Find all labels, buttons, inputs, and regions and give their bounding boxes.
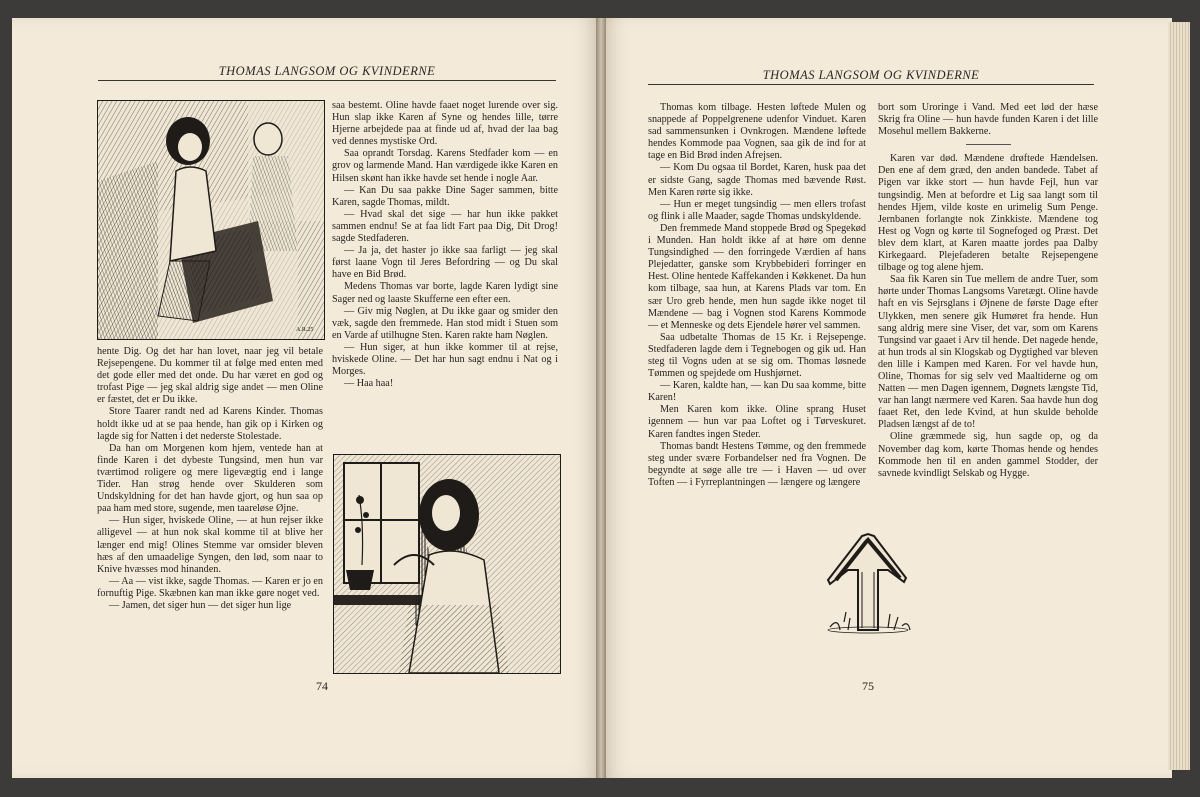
paragraph: — Kan Du saa pakke Dine Sager sammen, bitte Karen, sagde Thomas, mildt. — [332, 184, 558, 208]
paragraph: — Hun er meget tungsindig — men ellers trofast og flink i alle Maader, sagde Thomas undskyldende. — [648, 198, 866, 222]
paragraph: Saa oprandt Torsdag. Karens Stedfader kom — en grov og larmende Mand. Han værdigede ikke Karen en Hilsen skønt han ikke havde set hende i nogle Aar. — [332, 148, 558, 184]
paragraph: Den fremmede Mand stoppede Brød og Spegekød i Munden. Han holdt ikke af at høre om denne Tungsindighed — den forringede Værdien af hans Plejedatter, ganske som Krybbebideri forringer en Hest. Oline hentede Kaffekanden i Køkkenet. Da hun kom tilbage, saa hun, at Karens Plads var tom. En sær Uro greb hende, men hun sagde ikke noget til Mændene — bag i Vognen stod Karens Kommode — et Menneske og dets Ejendele hører vel sammen. — [648, 222, 866, 331]
paragraph: — Hvad skal det sige — har hun ikke pakket sammen endnu! Se at faa lidt Fart paa Dig, Dit Drog! sagde Stedfaderen. — [332, 208, 558, 245]
header-rule-left — [98, 80, 556, 81]
paragraph: — Jamen, det siger hun — det siger hun lige — [109, 599, 292, 611]
paragraph: Oline græmmede sig, hun sagde op, og da November dag kom, kørte Thomas hende og hendes Kommode hen til en anden gammel Stodder, der savnede kvindligt Selskab og Hygge. — [878, 431, 1098, 479]
book-gutter — [596, 18, 606, 778]
page-number-75: 75 — [862, 679, 874, 693]
paragraph: Karen var død. Mændene drøftede Hændelsen. Den ene af dem græd, den anden bandede. Tabet af Pigen var ikke stort — hun havde Fejl, hun var tungsindig. Men at befordre et Lig saa langt som til hendes Hjem, vilde koste en urimelig Sum Penge. Jernbanen forlangte nok Zinkkiste. Mændene tog Hest og Vogn og kørte til Sognefoged og Præst. Det blev dem klart, at Karen maatte jordes paa Dalby Kirkegaard. Plejefaderen betalte Rejsepengene tilbage og tog alene hjem. — [878, 153, 1098, 274]
paragraph: Men Karen kom ikke. Oline sprang Huset igennem — hun var paa Loftet og i Tørveskuret. Karen fandtes ingen Steder. — [648, 404, 866, 440]
paragraph: Saa fik Karen sin Tue mellem de andre Tuer, som hørte under Thomas Langsoms Varetægt. Oline havde haft en vis Sejrsglans i Øjnene de første Dage efter Ulykken, men senere gik Humøret fra hende. Hun sang aldrig mere sine Viser, det var, som om Karens Tungsind var gaaet i Arv til hende. Det nagede hende, at hun trods al sin Klogskab og Dygtighed var bleven den lille i Kampen med Karen. For vel havde hun, Oline, Thomas for sig selv ved Maaltiderne og om Natten — men Dagen igennem, Døgnets længste Tid, var han langt nærmere ved Karen. Saa havde hun dog faaet Ret, den lede Kvind, at hun skulde beholde Pladsen længst af de to! — [878, 274, 1098, 431]
paragraph: Saa udbetalte Thomas de 15 Kr. i Rejsepenge. Stedfaderen lagde dem i Tegnebogen og gik ud. Han steg til Vogns uden at se sig om. Thomas løsnede Tømmen og spejdede om Hushjørnet. — [648, 331, 866, 380]
paragraph: saa bestemt. Oline havde faaet noget lurende over sig. Hun slap ikke Karen af Syne og hendes lille, tørre Hjerne arbejdede paa at finde ud af, hvad der laa bag ved dennes mystiske Ord. — [332, 100, 558, 148]
paragraph: — Hun siger, hviskede Oline, — at hun rejser ikke alligevel — at hun nok skal komme til at blive her længer end mig! Olines Stemme var omsider bleven hæs af den umaadelige Syngen, den lød, som naar to Knive hvæsses mod hinanden. — [97, 515, 323, 575]
paragraph: — Karen, kaldte han, — kan Du saa komme, bitte Karen! — [648, 380, 866, 404]
right-page-column-right — [878, 102, 1098, 480]
paragraph: Thomas kom tilbage. Hesten løftede Mulen og snappede af Poppelgrenene udenfor Vinduet. Karen sad sammensunken i Ovnkrogen. Mændene løftede hendes Kommode paa Vognen, saa gik de ind for at tage en Bid Brød inden Afrejsen. — [648, 102, 866, 162]
grave-cross-vignette — [818, 522, 918, 634]
paragraph: — Giv mig Nøglen, at Du ikke gaar og smider den væk, sagde den fremmede. Han stod midt i Stuen som en Varde af utilhugne Sten. Karen rakte ham Nøglen. — [332, 305, 558, 341]
paragraph: hente Dig. Og det har han lovet, naar jeg vil betale Rejsepengene. Du kommer til at følge med enten med det gode eller med det onde. Du har været en god og trofast Pige — jeg skal aldrig sige andet — men Oline er fæstet, det er Du ikke. — [97, 346, 323, 406]
section-divider — [966, 144, 1011, 145]
paragraph: — Haa haa! — [344, 378, 394, 390]
paragraph: bort som Uroringe i Vand. Med eet lød der hæse Skrig fra Oline — hun havde funden Karen i det lille Mosehul mellem Bakkerne. — [878, 102, 1098, 138]
paragraph: — Ja ja, det haster jo ikke saa farligt — jeg skal først laane Vogn til Jeres Befordring — og Du skal have en Bid Brød. — [332, 245, 558, 281]
illustration-signature: A.R.25 — [296, 327, 314, 333]
running-head-right: THOMAS LANGSOM OG KVINDERNE — [762, 68, 980, 82]
header-rule-right — [648, 84, 1094, 85]
running-head-left: THOMAS LANGSOM OG KVINDERNE — [218, 64, 436, 78]
page-number-74: 74 — [316, 679, 328, 693]
left-page-column-right — [332, 100, 558, 390]
grave-cross-drawing — [818, 522, 918, 634]
window-scene-drawing — [334, 455, 560, 673]
illustration-karen-drawer — [97, 100, 325, 340]
paragraph: Thomas bandt Hestens Tømme, og den fremmede steg under svære Forbandelser ned fra Vognen. De begyndte at søge alle tre — i Haven — ud over Toften — i Fyrreplantningen — længere og længere — [648, 440, 866, 488]
drawer-scene-drawing — [98, 101, 324, 339]
paragraph: — Hun siger, at hun ikke kommer til at rejse, hviskede Oline. — Det har hun sagt endnu i Nat og i Morges. — [332, 341, 558, 378]
left-page-column-left — [97, 346, 323, 612]
paragraph: Da han om Morgenen kom hjem, ventede han at finde Karen i det dybeste Tungsind, men hun var tværtimod roligere og mere ligevægtig end i lange Tider. Han strøg hende over Skulderen som Undskyldning for det han havde gjort, og hun saa op paa ham med store, sugende, men taareløse Øjne. — [97, 442, 323, 515]
right-page-column-left — [648, 102, 866, 489]
paragraph: Store Taarer randt ned ad Karens Kinder. Thomas holdt ikke ud at se paa hende, han gik op i Kirken og lagde sig for Natten i det nederste Stolestade. — [97, 406, 323, 442]
paragraph: — Aa — vist ikke, sagde Thomas. — Karen er jo en fornuftig Pige. Skæbnen kan man ikke gøre noget ved. — [97, 575, 323, 599]
illustration-karen-window — [333, 454, 561, 674]
paragraph: Medens Thomas var borte, lagde Karen lydigt sine Sager ned og laaste Skufferne een efter een. — [332, 281, 558, 305]
paragraph: — Kom Du ogsaa til Bordet, Karen, husk paa det er sidste Gang, sagde Thomas med bævende Røst. Men Karen rørte sig ikke. — [648, 162, 866, 198]
page-edges — [1168, 22, 1190, 770]
